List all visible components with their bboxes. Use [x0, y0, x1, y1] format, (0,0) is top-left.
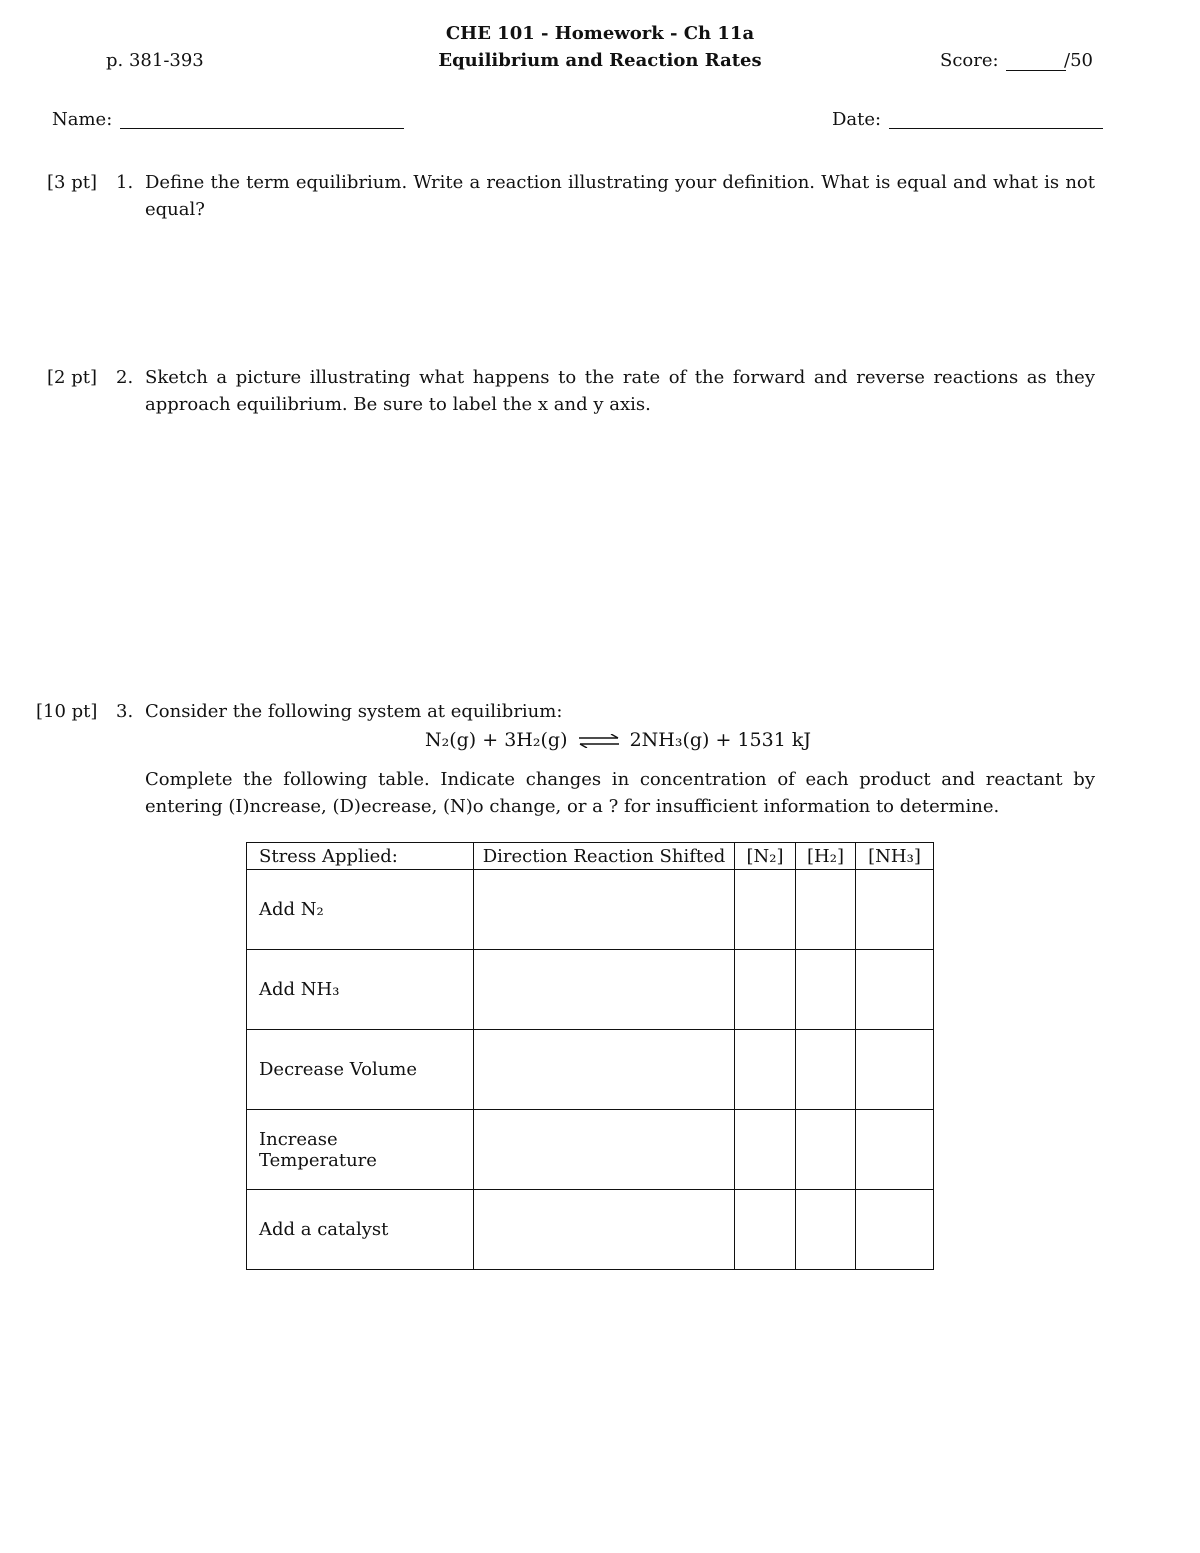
- equilibrium-equation: [0, 727, 1200, 753]
- score-blank[interactable]: [1006, 70, 1066, 71]
- question-1-number: 1.: [116, 172, 134, 193]
- score-label: Score:: [940, 50, 999, 71]
- direction-cell[interactable]: [474, 1030, 735, 1110]
- header-nh3: [NH₃]: [856, 843, 934, 870]
- table-row: [247, 1030, 934, 1110]
- n2-cell[interactable]: [735, 870, 796, 950]
- nh3-cell[interactable]: [856, 950, 934, 1030]
- stress-cell: Add NH₃: [247, 950, 474, 1030]
- n2-cell[interactable]: [735, 1030, 796, 1110]
- date-label: Date:: [832, 109, 882, 130]
- equilibrium-arrow-icon: [578, 734, 620, 748]
- question-3-text: Consider the following system at equilibrium:: [145, 701, 563, 722]
- direction-cell[interactable]: [474, 1190, 735, 1270]
- course-title: CHE 101 - Homework - Ch 11a: [445, 23, 755, 44]
- equation-reactants: N₂(g) + 3H₂(g): [424, 729, 568, 751]
- n2-cell[interactable]: [735, 1190, 796, 1270]
- header-direction: Direction Reaction Shifted: [474, 843, 735, 870]
- table-row: [247, 1110, 934, 1190]
- question-3-number: 3.: [116, 701, 134, 722]
- table-row: [247, 950, 934, 1030]
- name-field[interactable]: [120, 128, 404, 129]
- question-1-text: Define the term equilibrium. Write a reaction illustrating your definition. What is equal and what is not equal?: [145, 172, 1095, 220]
- header-stress: Stress Applied:: [247, 843, 474, 870]
- question-1-points: [3 pt]: [47, 172, 97, 193]
- stress-cell: Decrease Volume: [247, 1030, 474, 1110]
- page-range: p. 381-393: [106, 50, 204, 71]
- h2-cell[interactable]: [796, 950, 856, 1030]
- question-2-text: Sketch a picture illustrating what happens to the rate of the forward and reverse reactions as they approach equilibrium. Be sure to label the x and y axis.: [145, 367, 1095, 415]
- nh3-cell[interactable]: [856, 870, 934, 950]
- nh3-cell[interactable]: [856, 1030, 934, 1110]
- question-3-points: [10 pt]: [36, 701, 98, 722]
- question-3-instructions: Complete the following table. Indicate changes in concentration of each product and reactant by entering (I)ncrease, (D)ecrease, (N)o change, or a ? for insufficient information to determine.: [145, 769, 1095, 817]
- h2-cell[interactable]: [796, 1030, 856, 1110]
- table-header-row: [247, 843, 934, 870]
- date-field[interactable]: [889, 128, 1103, 129]
- stress-cell: Add N₂: [247, 870, 474, 950]
- n2-cell[interactable]: [735, 1110, 796, 1190]
- name-label: Name:: [52, 109, 113, 130]
- nh3-cell[interactable]: [856, 1190, 934, 1270]
- assignment-subtitle: Equilibrium and Reaction Rates: [438, 50, 762, 71]
- n2-cell[interactable]: [735, 950, 796, 1030]
- direction-cell[interactable]: [474, 1110, 735, 1190]
- stress-cell: Increase Temperature: [247, 1110, 474, 1190]
- table-row: [247, 870, 934, 950]
- equilibrium-table: [246, 842, 934, 1270]
- nh3-cell[interactable]: [856, 1110, 934, 1190]
- header-n2: [N₂]: [735, 843, 796, 870]
- h2-cell[interactable]: [796, 1110, 856, 1190]
- table-row: [247, 1190, 934, 1270]
- direction-cell[interactable]: [474, 950, 735, 1030]
- direction-cell[interactable]: [474, 870, 735, 950]
- question-2-number: 2.: [116, 367, 134, 388]
- question-2-points: [2 pt]: [47, 367, 97, 388]
- stress-cell: Add a catalyst: [247, 1190, 474, 1270]
- h2-cell[interactable]: [796, 870, 856, 950]
- h2-cell[interactable]: [796, 1190, 856, 1270]
- equation-products: 2NH₃(g) + 1531 kJ: [629, 729, 811, 751]
- score-total: /50: [1064, 50, 1093, 71]
- header-h2: [H₂]: [796, 843, 856, 870]
